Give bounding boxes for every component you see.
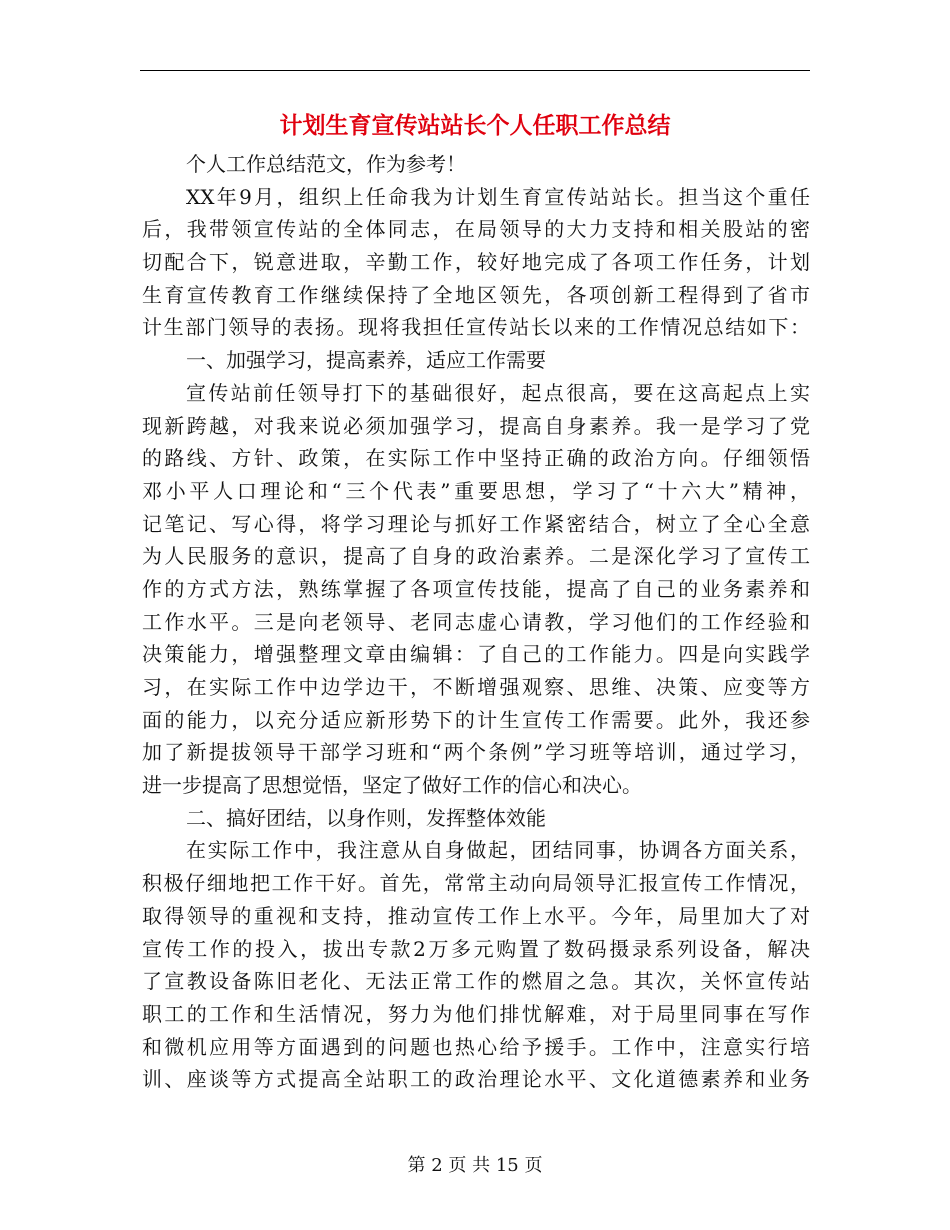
- paragraph-line: 在实际工作中，我注意从自身做起，团结同事，协调各方面关系，: [186, 838, 810, 863]
- paragraph-line: XX年9月，组织上任命我为计划生育宣传站站长。担当这个重任: [186, 184, 810, 209]
- document-body: [142, 148, 810, 1096]
- paragraph-line: 现新跨越，对我来说必须加强学习，提高自身素养。我一是学习了党: [142, 413, 810, 438]
- section-heading: 二、搞好团结，以身作则，发挥整体效能: [186, 805, 546, 830]
- page-number-footer: 第 2 页 共 15 页: [407, 1155, 543, 1176]
- paragraph-line: 训、座谈等方式提高全站职工的政治理论水平、文化道德素养和业务: [142, 1067, 810, 1092]
- paragraph-line: 取得领导的重视和支持，推动宣传工作上水平。今年，局里加大了对: [142, 903, 810, 928]
- paragraph-line: 加了新提拔领导干部学习班和“两个条例”学习班等培训，通过学习，: [142, 740, 810, 765]
- paragraph-line: 切配合下，锐意进取，辛勤工作，较好地完成了各项工作任务，计划: [142, 250, 810, 275]
- paragraph-line: 宣传站前任领导打下的基础很好，起点很高，要在这高起点上实: [186, 380, 810, 405]
- paragraph-line: 作的方式方法，熟练掌握了各项宣传技能，提高了自己的业务素养和: [142, 576, 810, 601]
- paragraph-line: 面的能力，以充分适应新形势下的计生宣传工作需要。此外，我还参: [142, 707, 810, 732]
- paragraph-line: 积极仔细地把工作干好。首先，常常主动向局领导汇报宣传工作情况，: [142, 871, 810, 896]
- paragraph-line: 记笔记、写心得，将学习理论与抓好工作紧密结合，树立了全心全意: [142, 511, 810, 536]
- paragraph-line: 和微机应用等方面遇到的问题也热心给予援手。工作中，注意实行培: [142, 1034, 810, 1059]
- paragraph-line: 了宣教设备陈旧老化、无法正常工作的燃眉之急。其次，关怀宣传站: [142, 969, 810, 994]
- paragraph-line: 邓小平人口理论和“三个代表”重要思想，学习了“十六大”精神，: [142, 478, 810, 503]
- paragraph-line: 决策能力，增强整理文章由编辑：了自己的工作能力。四是向实践学: [142, 642, 810, 667]
- header-rule: [140, 70, 810, 71]
- paragraph-line: 后，我带领宣传站的全体同志，在局领导的大力支持和相关股站的密: [142, 217, 810, 242]
- paragraph-line: 个人工作总结范文，作为参考！: [186, 152, 466, 176]
- paragraph-line: 工作水平。三是向老领导、老同志虚心请教，学习他们的工作经验和: [142, 609, 810, 634]
- paragraph-line: 为人民服务的意识，提高了自身的政治素养。二是深化学习了宣传工: [142, 544, 810, 569]
- paragraph-line: 习，在实际工作中边学边干，不断增强观察、思维、决策、应变等方: [142, 675, 810, 699]
- paragraph-line: 的路线、方针、政策，在实际工作中坚持正确的政治方向。仔细领悟: [142, 446, 810, 471]
- section-heading: 一、加强学习，提高素养，适应工作需要: [186, 348, 546, 373]
- paragraph-line: 计生部门领导的表扬。现将我担任宣传站长以来的工作情况总结如下：: [142, 315, 810, 340]
- paragraph-line: 生育宣传教育工作继续保持了全地区领先，各项创新工程得到了省市: [142, 282, 810, 307]
- paragraph-line: 职工的工作和生活情况，努力为他们排忧解难，对于局里同事在写作: [142, 1001, 810, 1026]
- document-title: 计划生育宣传站站长个人任职工作总结: [279, 113, 671, 139]
- paragraph-line: 宣传工作的投入，拔出专款2万多元购置了数码摄录系列设备，解决: [142, 936, 810, 961]
- paragraph-line: 进一步提高了思想觉悟，坚定了做好工作的信心和决心。: [142, 773, 642, 798]
